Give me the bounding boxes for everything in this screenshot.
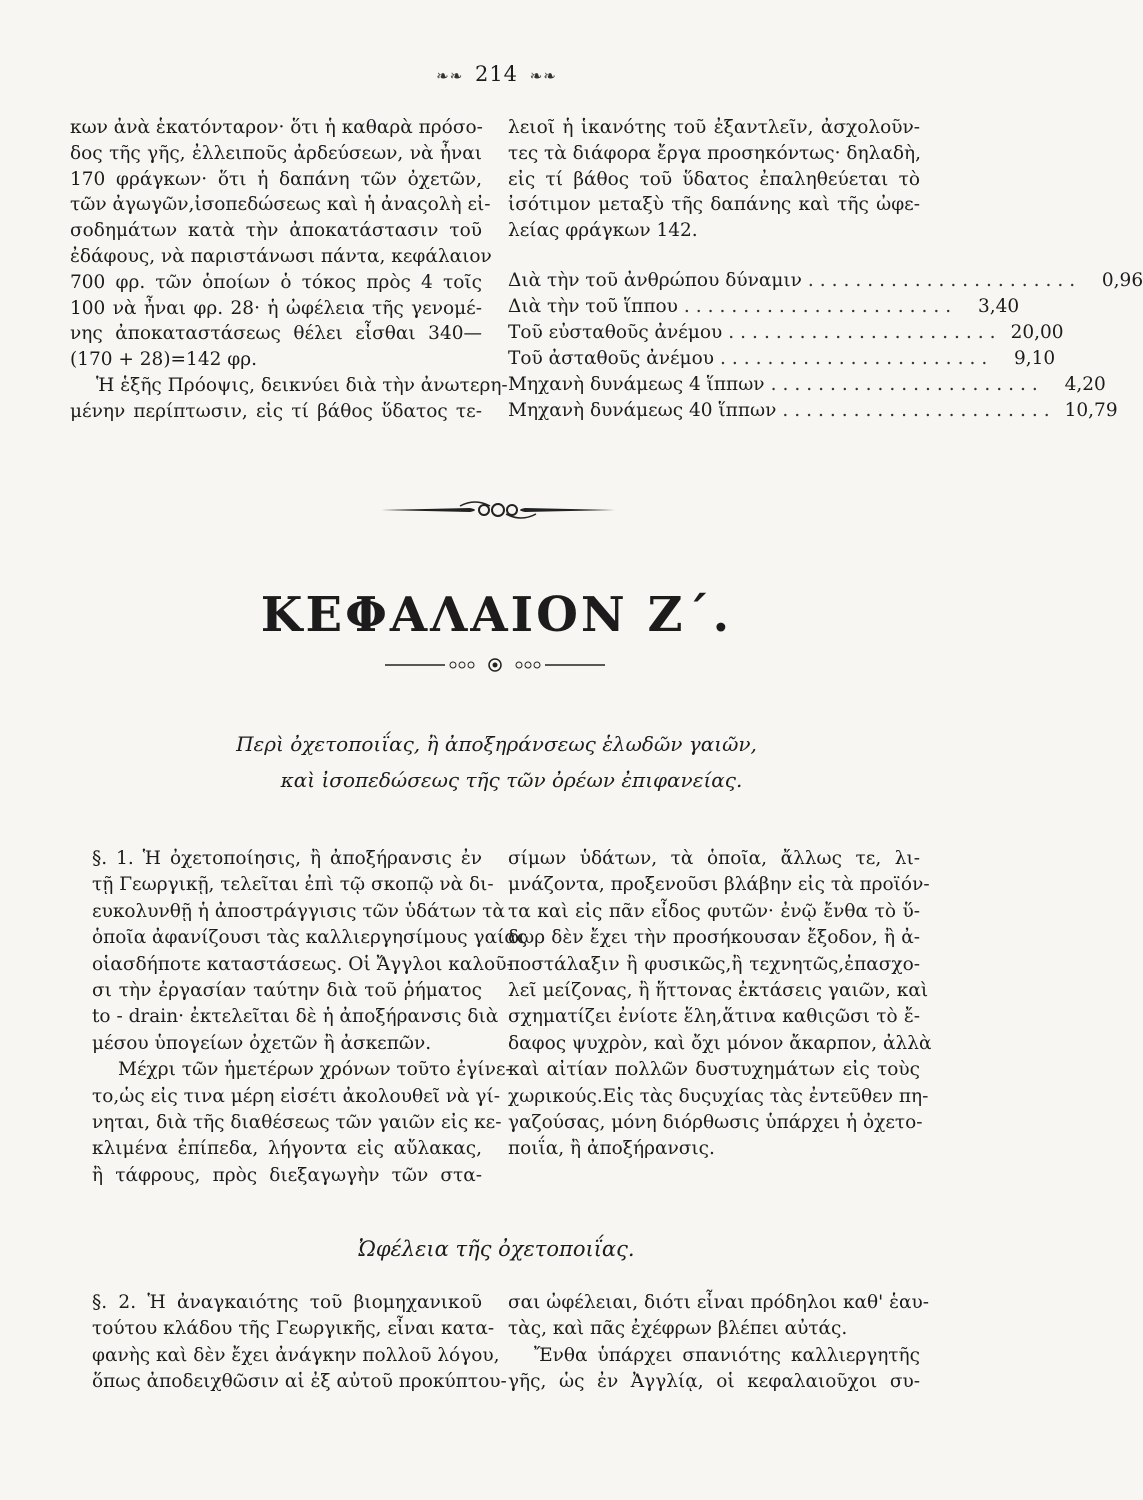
text-line: ὅπως ἀποδειχθῶσιν αἱ ἐξ αὐτοῦ προκύπτου-: [92, 1371, 507, 1393]
text-line: §. 1. Ἡ ὀχετοποίησις, ἢ ἀποξήρανσις ἐν: [92, 848, 482, 869]
leader-dots: .......................: [728, 322, 1002, 343]
text-line: σαι ὠφέλειαι, διότι εἶναι πρόδηλοι καθ' ἑαυ-: [508, 1292, 930, 1313]
left-ornament-icon: ❧❧: [436, 67, 464, 85]
table-row: [508, 268, 1143, 294]
leader-dots: .......................: [807, 270, 1082, 291]
text-line: σχηματίζει ἐνίοτε ἕλη,ἅτινα καθιςῶσι τὸ ἔ-: [508, 1006, 920, 1028]
ornamental-divider-icon: [380, 498, 615, 522]
page-number-header: [0, 62, 993, 86]
small-divider-icon: [385, 655, 605, 675]
row-label: Μηχανὴ δυνάμεως 40 ἵππων: [508, 400, 777, 421]
text-line: ευκολυνθῇ ἡ ἀποστράγγισις τῶν ὑδάτων τὰ: [92, 900, 505, 922]
power-table: [508, 268, 1143, 424]
table-row: [508, 372, 1106, 398]
text-line: δος τῆς γῆς, ἐλλειποῦς ἀρδεύσεων, νὰ ἦναι: [70, 142, 482, 164]
text-line: σίμων ὑδάτων, τὰ ὁποῖα, ἄλλως τε, λι-: [508, 848, 920, 869]
text-line: Ἡ ἑξῆς Πρόοψις, δεικνύει διὰ τὴν ἀνωτερη-: [96, 374, 508, 396]
text-line: τούτου κλάδου τῆς Γεωργικῆς, εἶναι κατα-: [92, 1318, 495, 1340]
text-line: κων ἀνὰ ἑκατόνταρον· ὅτι ἡ καθαρὰ πρόσο-: [70, 117, 483, 138]
text-line: §. 2. Ἡ ἀναγκαιότης τοῦ βιομηχανικοῦ: [92, 1292, 482, 1313]
text-line: μένην περίπτωσιν, εἰς τί βάθος ὕδατος τε-: [70, 400, 482, 422]
text-line: νης ἀποκαταστάσεως θέλει εἶσθαι 340—: [70, 323, 482, 345]
text-line: φανὴς καὶ δὲν ἔχει ἀνάγκην πολλοῦ λόγου,: [92, 1344, 500, 1366]
leader-dots: .......................: [719, 348, 994, 369]
top-left-column: [70, 115, 508, 425]
leader-dots: .......................: [683, 296, 958, 317]
text-line: to - drain· ἐκτελεῖται δὲ ἡ ἀποξήρανσις διὰ: [92, 1006, 499, 1028]
chapter-subtitle-line2: καὶ ἰσοπεδώσεως τῆς τῶν ὀρέων ἐπιφανείας.: [280, 768, 743, 792]
chapter-title: ΚΕΦΑΛΑΙΟΝ Ζ΄.: [260, 587, 733, 643]
text-line: τες τὰ διάφορα ἔργα προσηκόντως· δηλαδὴ,: [508, 142, 921, 164]
text-line: μνάζοντα, προξενοῦσι βλάβην εἰς τὰ προϊόν-: [508, 874, 930, 896]
text-line: ἰσότιμον μεταξὺ τῆς δαπάνης καὶ τῆς ὠφε-: [508, 194, 920, 216]
right-ornament-icon: ❧❧: [529, 67, 557, 85]
leader-dots: .......................: [782, 400, 1056, 421]
top-right-column: [508, 115, 920, 244]
section1-right-column: [508, 846, 932, 1163]
text-line: λείας φράγκων 142.: [508, 220, 698, 242]
text-line: λεῖ μείζονας, ἢ ἥττονας ἐκτάσεις γαιῶν, καὶ: [508, 980, 929, 1002]
text-line: τὰς, καὶ πᾶς ἐχέφρων βλέπει αὐτάς.: [508, 1318, 848, 1340]
text-line: τῇ Γεωργικῇ, τελεῖται ἐπὶ τῷ σκοπῷ νὰ δι-: [92, 874, 494, 896]
text-line: δαφος ψυχρὸν, καὶ ὄχι μόνον ἄκαρπον, ἀλλὰ: [508, 1032, 932, 1054]
text-line: νηται, διὰ τῆς διαθέσεως τῶν γαιῶν εἰς κε-: [92, 1112, 502, 1134]
text-line: ἐδάφους, νὰ παριστάνωσι πάντα, κεφάλαιον: [70, 245, 492, 267]
text-line: σοδημάτων κατὰ τὴν ἀποκατάστασιν τοῦ: [70, 220, 482, 242]
row-label: Τοῦ εὐσταθοῦς ἀνέμου: [508, 322, 723, 343]
text-line: οἱασδήποτε καταστάσεως. Οἱ Ἄγγλοι καλοῦ-: [92, 953, 513, 975]
table-row: [508, 398, 1118, 424]
text-line: τῶν ἀγωγῶν,ἰσοπεδώσεως καὶ ἡ ἀναςολὴ εἰ-: [70, 194, 491, 216]
table-row: [508, 294, 1020, 320]
row-value: 9,10: [1014, 348, 1056, 369]
row-value: 0,96: [1101, 270, 1143, 291]
text-line: 100 νὰ ἦναι φρ. 28· ἡ ὠφέλεια τῆς γενομέ-: [70, 297, 482, 319]
table-row: [508, 320, 1064, 346]
section2-right-column: [508, 1290, 930, 1396]
table-row: [508, 346, 1056, 372]
text-line: ποιΐα, ἢ ἀποξήρανσις.: [508, 1138, 715, 1160]
text-line: χωρικούς.Εἰς τὰς δυςυχίας τὰς ἐντεῦθεν πη-: [508, 1085, 929, 1107]
row-value: 10,79: [1064, 400, 1118, 421]
text-line: Μέχρι τῶν ἡμετέρων χρόνων τοῦτο ἐγίνε-: [118, 1059, 512, 1081]
row-label: Διὰ τὴν τοῦ ἵππου: [508, 296, 678, 317]
text-line: δωρ δὲν ἔχει τὴν προσήκουσαν ἔξοδον, ἢ ἀ-: [508, 927, 920, 949]
text-line: τα καὶ εἰς πᾶν εἶδος φυτῶν· ἐνῷ ἔνθα τὸ ὕ-: [508, 900, 920, 922]
text-line: 170 φράγκων· ὅτι ἡ δαπάνη τῶν ὀχετῶν,: [70, 168, 482, 190]
text-line: λειοῖ ἡ ἱκανότης τοῦ ἐξαντλεῖν, ἀσχολοῦν-: [508, 117, 920, 138]
row-label: Τοῦ ἀσταθοῦς ἀνέμου: [508, 348, 714, 369]
row-value: 4,20: [1064, 374, 1106, 395]
text-line: καὶ αἰτίαν πολλῶν δυστυχημάτων εἰς τοὺς: [508, 1059, 920, 1081]
text-line: μέσου ὑπογείων ὀχετῶν ἢ ἀσκεπῶν.: [92, 1032, 432, 1054]
leader-dots: .......................: [770, 374, 1044, 395]
text-line: ὁποῖα ἀφανίζουσι τὰς καλλιεργησίμους γαίας: [92, 927, 528, 949]
text-line: γαζούσας, μόνη διόρθωσις ὑπάρχει ἡ ὀχετο-: [508, 1112, 923, 1134]
text-line: Ἔνθα ὑπάρχει σπανιότης καλλιεργητῆς: [534, 1344, 920, 1366]
text-line: 700 φρ. τῶν ὁποίων ὁ τόκος πρὸς 4 τοῖς: [70, 271, 482, 293]
row-label: Μηχανὴ δυνάμεως 4 ἵππων: [508, 374, 765, 395]
section1-left-column: [92, 846, 528, 1189]
text-line: ποστάλαξιν ἢ φυσικῶς,ἢ τεχνητῶς,ἐπασχο-: [508, 953, 920, 975]
text-line: εἰς τί βάθος τοῦ ὕδατος ἐπαληθεύεται τὸ: [508, 168, 920, 190]
text-line: (170 + 28)=142 φρ.: [70, 349, 257, 371]
row-value: 3,40: [977, 296, 1020, 317]
chapter-subtitle-line1: Περὶ ὀχετοποιΐας, ἢ ἀποξηράνσεως ἑλωδῶν γαιῶν,: [236, 732, 757, 756]
text-line: κλιμένα ἐπίπεδα, λήγοντα εἰς αὔλακας,: [92, 1138, 482, 1160]
section2-left-column: [92, 1290, 507, 1396]
text-line: ἢ τάφρους, πρὸς διεξαγωγὴν τῶν στα-: [92, 1164, 482, 1186]
text-line: σι τὴν ἐργασίαν ταύτην διὰ τοῦ ῥήματος: [92, 980, 482, 1002]
section-heading: Ὠφέλεια τῆς ὀχετοποιΐας.: [358, 1237, 635, 1261]
row-value: 20,00: [1010, 322, 1064, 343]
row-label: Διὰ τὴν τοῦ ἀνθρώπου δύναμιν: [508, 270, 802, 291]
page-number: 214: [474, 62, 519, 86]
text-line: το,ὡς εἰς τινα μέρη εἰσέτι ἀκολουθεῖ νὰ γί-: [92, 1085, 500, 1107]
text-line: γῆς, ὡς ἐν Ἀγγλίᾳ, οἱ κεφαλαιοῦχοι συ-: [508, 1371, 920, 1393]
